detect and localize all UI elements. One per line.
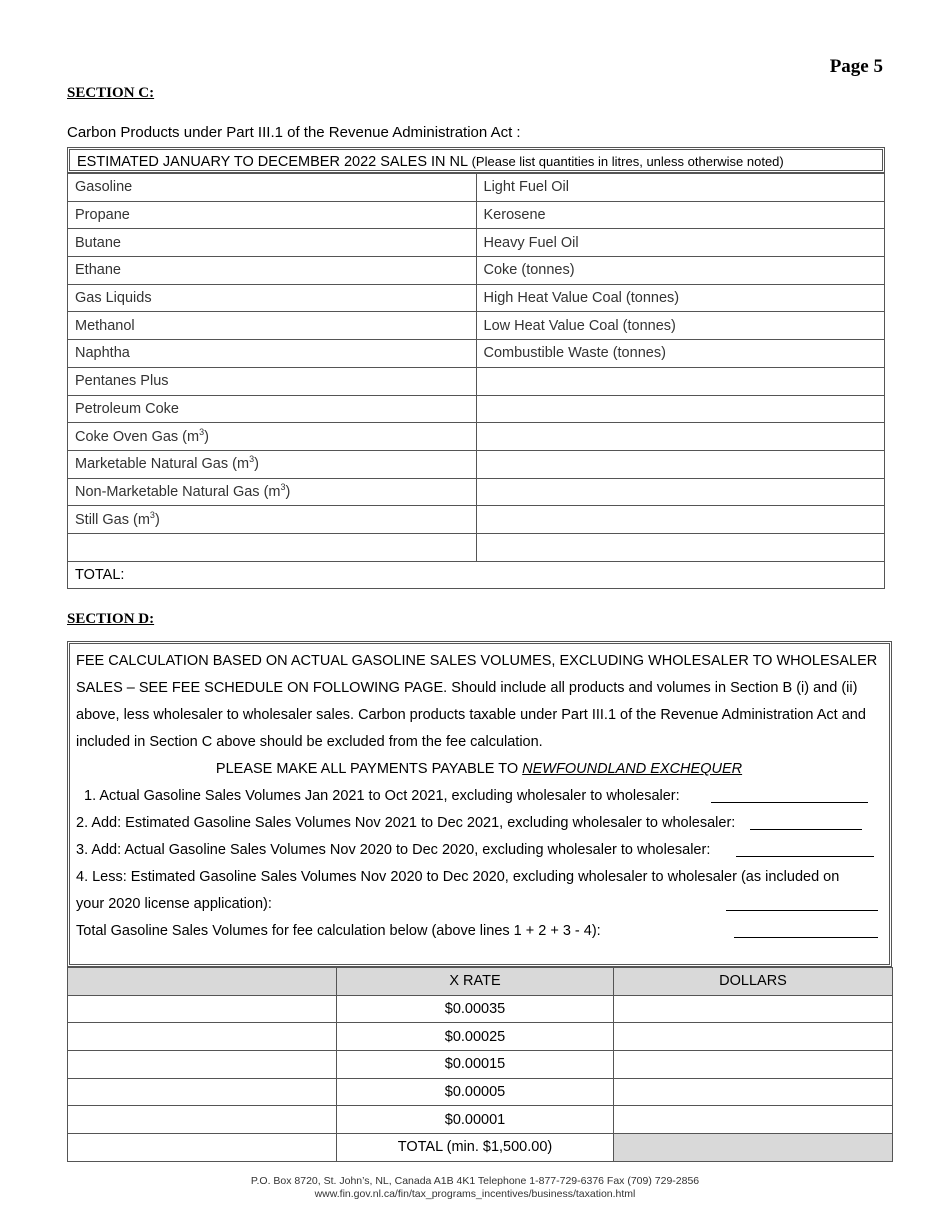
fee-rate-cell: $0.00001 — [337, 1106, 614, 1134]
carbon-left-product: Butane — [75, 234, 121, 251]
fee-dollars-cell[interactable] — [614, 995, 893, 1023]
fee-rate-cell: $0.00005 — [337, 1078, 614, 1106]
fee-header-dollars: DOLLARS — [614, 968, 893, 996]
fee-rate-row — [68, 995, 893, 1023]
fee-dollars-cell[interactable] — [614, 1106, 893, 1134]
carbon-total-label: TOTAL: — [68, 561, 885, 589]
fee-total-label: TOTAL (min. $1,500.00) — [337, 1134, 614, 1162]
carbon-left-cell[interactable] — [68, 284, 477, 312]
carbon-table-header — [67, 147, 885, 173]
fee-header-rate: X RATE — [337, 968, 614, 996]
fee-line-3-label: 3. Add: Actual Gasoline Sales Volumes Nov 2020 to Dec 2020, excluding wholesaler to wholesaler: — [76, 842, 711, 858]
fee-line-4 — [76, 864, 882, 891]
payment-instruction — [76, 756, 882, 783]
carbon-left-cell[interactable] — [68, 533, 477, 561]
fee-rate-cell: $0.00025 — [337, 1023, 614, 1051]
footer-website[interactable]: www.fin.gov.nl.ca/fin/tax_programs_incentives/business/taxation.html — [314, 1188, 636, 1200]
carbon-row — [68, 423, 885, 451]
section-c-heading: SECTION C: — [67, 85, 155, 101]
carbon-left-product: Coke Oven Gas (m — [75, 428, 200, 445]
fee-dollars-cell[interactable] — [614, 1023, 893, 1051]
carbon-right-cell[interactable] — [476, 478, 885, 506]
page-number: Page 5 — [829, 56, 883, 77]
carbon-row — [68, 312, 885, 340]
fee-table-header-row — [68, 968, 893, 996]
fee-line-1-label: 1. Actual Gasoline Sales Volumes Jan 2021 to Oct 2021, excluding wholesaler to wholesaler: — [84, 788, 680, 804]
unit-superscript: 3 — [199, 426, 205, 437]
carbon-row — [68, 367, 885, 395]
carbon-left-product: Pentanes Plus — [75, 373, 169, 390]
fee-volume-cell[interactable] — [68, 995, 337, 1023]
fee-rate-table — [67, 967, 893, 1162]
carbon-right-cell[interactable]: Low Heat Value Coal (tonnes) — [476, 312, 885, 340]
fee-instructions: FEE CALCULATION BASED ON ACTUAL GASOLINE SALES VOLUMES, EXCLUDING WHOLESALER TO WHOLESALER SALES – SEE FEE SCHEDULE ON FOLLOWING PAGE. Should include all products and volumes in Section B (i) and (ii) above, less wholesaler to wholesaler sales. Carbon products taxable under Part III.1 of the Revenue Administration Act and included in Section C above should be excluded from the fee calculation. — [76, 653, 878, 750]
carbon-left-product: Marketable Natural Gas (m — [75, 456, 250, 473]
carbon-left-cell[interactable] — [68, 478, 477, 506]
carbon-table-header-note: (Please list quantities in litres, unless otherwise noted) — [471, 154, 784, 169]
carbon-row — [68, 450, 885, 478]
fee-volume-cell[interactable] — [68, 1023, 337, 1051]
carbon-left-cell[interactable] — [68, 506, 477, 534]
carbon-left-product: Still Gas (m — [75, 511, 150, 528]
carbon-left-cell[interactable] — [68, 340, 477, 368]
section-d-heading: SECTION D: — [67, 611, 155, 627]
carbon-right-cell[interactable] — [476, 533, 885, 561]
carbon-left-product: Non-Marketable Natural Gas (m — [75, 483, 281, 500]
unit-close: ) — [254, 456, 259, 473]
fee-volume-cell[interactable] — [68, 1051, 337, 1079]
fee-rate-row — [68, 1023, 893, 1051]
carbon-right-cell[interactable]: Kerosene — [476, 201, 885, 229]
fee-calculation-box — [67, 641, 892, 967]
fee-line-1 — [76, 783, 882, 810]
carbon-left-cell[interactable] — [68, 312, 477, 340]
fee-total-line-label: Total Gasoline Sales Volumes for fee calculation below (above lines 1 + 2 + 3 - 4): — [76, 923, 601, 939]
carbon-right-cell[interactable] — [476, 450, 885, 478]
fee-total-dollars[interactable] — [614, 1134, 893, 1162]
fee-line-3-input[interactable] — [736, 856, 874, 857]
carbon-row — [68, 174, 885, 202]
fee-line-2-label: 2. Add: Estimated Gasoline Sales Volumes Nov 2021 to Dec 2021, excluding wholesaler to wholesaler: — [76, 815, 736, 831]
section-c-intro: Carbon Products under Part III.1 of the Revenue Administration Act : — [67, 124, 521, 141]
carbon-left-product: Naphtha — [75, 345, 130, 362]
fee-total-input[interactable] — [734, 937, 878, 938]
carbon-row — [68, 340, 885, 368]
fee-total-line — [76, 918, 882, 945]
carbon-left-cell[interactable] — [68, 257, 477, 285]
carbon-left-product: Gas Liquids — [75, 290, 152, 307]
carbon-left-cell[interactable] — [68, 367, 477, 395]
carbon-table-header-title: ESTIMATED JANUARY TO DECEMBER 2022 SALES IN NL — [77, 154, 468, 170]
fee-line-4-input[interactable] — [726, 910, 878, 911]
fee-total-row — [68, 1134, 893, 1162]
fee-dollars-cell[interactable] — [614, 1078, 893, 1106]
fee-line-1-input[interactable] — [711, 802, 868, 803]
carbon-left-product: Gasoline — [75, 179, 133, 196]
payment-prefix: PLEASE MAKE ALL PAYMENTS PAYABLE TO — [215, 761, 523, 777]
fee-line-2 — [76, 810, 882, 837]
carbon-row — [68, 229, 885, 257]
carbon-left-cell[interactable] — [68, 423, 477, 451]
unit-superscript: 3 — [249, 454, 255, 465]
unit-close: ) — [204, 428, 209, 445]
fee-line-4-label: 4. Less: Estimated Gasoline Sales Volumes Nov 2020 to Dec 2020, excluding wholesaler to wholesaler (as included on — [76, 869, 840, 885]
carbon-right-cell[interactable]: Heavy Fuel Oil — [476, 229, 885, 257]
carbon-left-cell[interactable] — [68, 201, 477, 229]
carbon-row — [68, 284, 885, 312]
carbon-left-product: Propane — [75, 207, 130, 224]
carbon-products-table — [67, 147, 885, 589]
carbon-row — [68, 533, 885, 561]
carbon-right-cell[interactable] — [476, 395, 885, 423]
carbon-row — [68, 257, 885, 285]
fee-rate-row — [68, 1051, 893, 1079]
carbon-right-cell[interactable] — [476, 367, 885, 395]
unit-close: ) — [154, 511, 160, 528]
fee-line-4-cont — [76, 891, 882, 918]
carbon-left-product: Methanol — [75, 317, 135, 334]
fee-line-3 — [76, 837, 882, 864]
carbon-left-cell[interactable] — [68, 174, 477, 202]
payee-name: NEWFOUNDLAND EXCHEQUER — [522, 761, 743, 777]
fee-total-blank — [68, 1134, 337, 1162]
fee-rate-cell: $0.00015 — [337, 1051, 614, 1079]
carbon-right-cell[interactable] — [476, 506, 885, 534]
fee-line-4-label-cont: your 2020 license application): — [76, 896, 272, 912]
carbon-row — [68, 478, 885, 506]
fee-rate-row — [68, 1106, 893, 1134]
carbon-left-cell[interactable] — [68, 450, 477, 478]
fee-line-2-input[interactable] — [750, 829, 862, 830]
carbon-right-cell[interactable]: Combustible Waste (tonnes) — [476, 340, 885, 368]
fee-rate-cell: $0.00035 — [337, 995, 614, 1023]
carbon-right-cell[interactable]: High Heat Value Coal (tonnes) — [476, 284, 885, 312]
unit-superscript: 3 — [280, 482, 286, 493]
carbon-right-cell[interactable]: Light Fuel Oil — [476, 174, 885, 202]
carbon-left-product: Ethane — [75, 262, 121, 279]
fee-rate-row — [68, 1078, 893, 1106]
fee-header-volume — [68, 968, 337, 996]
carbon-left-cell[interactable] — [68, 229, 477, 257]
footer — [0, 1175, 950, 1201]
fee-volume-cell[interactable] — [68, 1106, 337, 1134]
unit-superscript: 3 — [149, 509, 155, 520]
footer-address: P.O. Box 8720, St. John’s, NL, Canada A1B 4K1 Telephone 1-877-729-6376 Fax (709) 729-2856 — [250, 1175, 700, 1187]
fee-volume-cell[interactable] — [68, 1078, 337, 1106]
unit-close: ) — [285, 483, 291, 500]
carbon-right-cell[interactable] — [476, 423, 885, 451]
carbon-row — [68, 506, 885, 534]
carbon-row — [68, 201, 885, 229]
carbon-total-row — [68, 561, 885, 589]
carbon-right-cell[interactable]: Coke (tonnes) — [476, 257, 885, 285]
carbon-row — [68, 395, 885, 423]
fee-dollars-cell[interactable] — [614, 1051, 893, 1079]
carbon-left-product: Petroleum Coke — [75, 400, 179, 417]
carbon-left-cell[interactable] — [68, 395, 477, 423]
